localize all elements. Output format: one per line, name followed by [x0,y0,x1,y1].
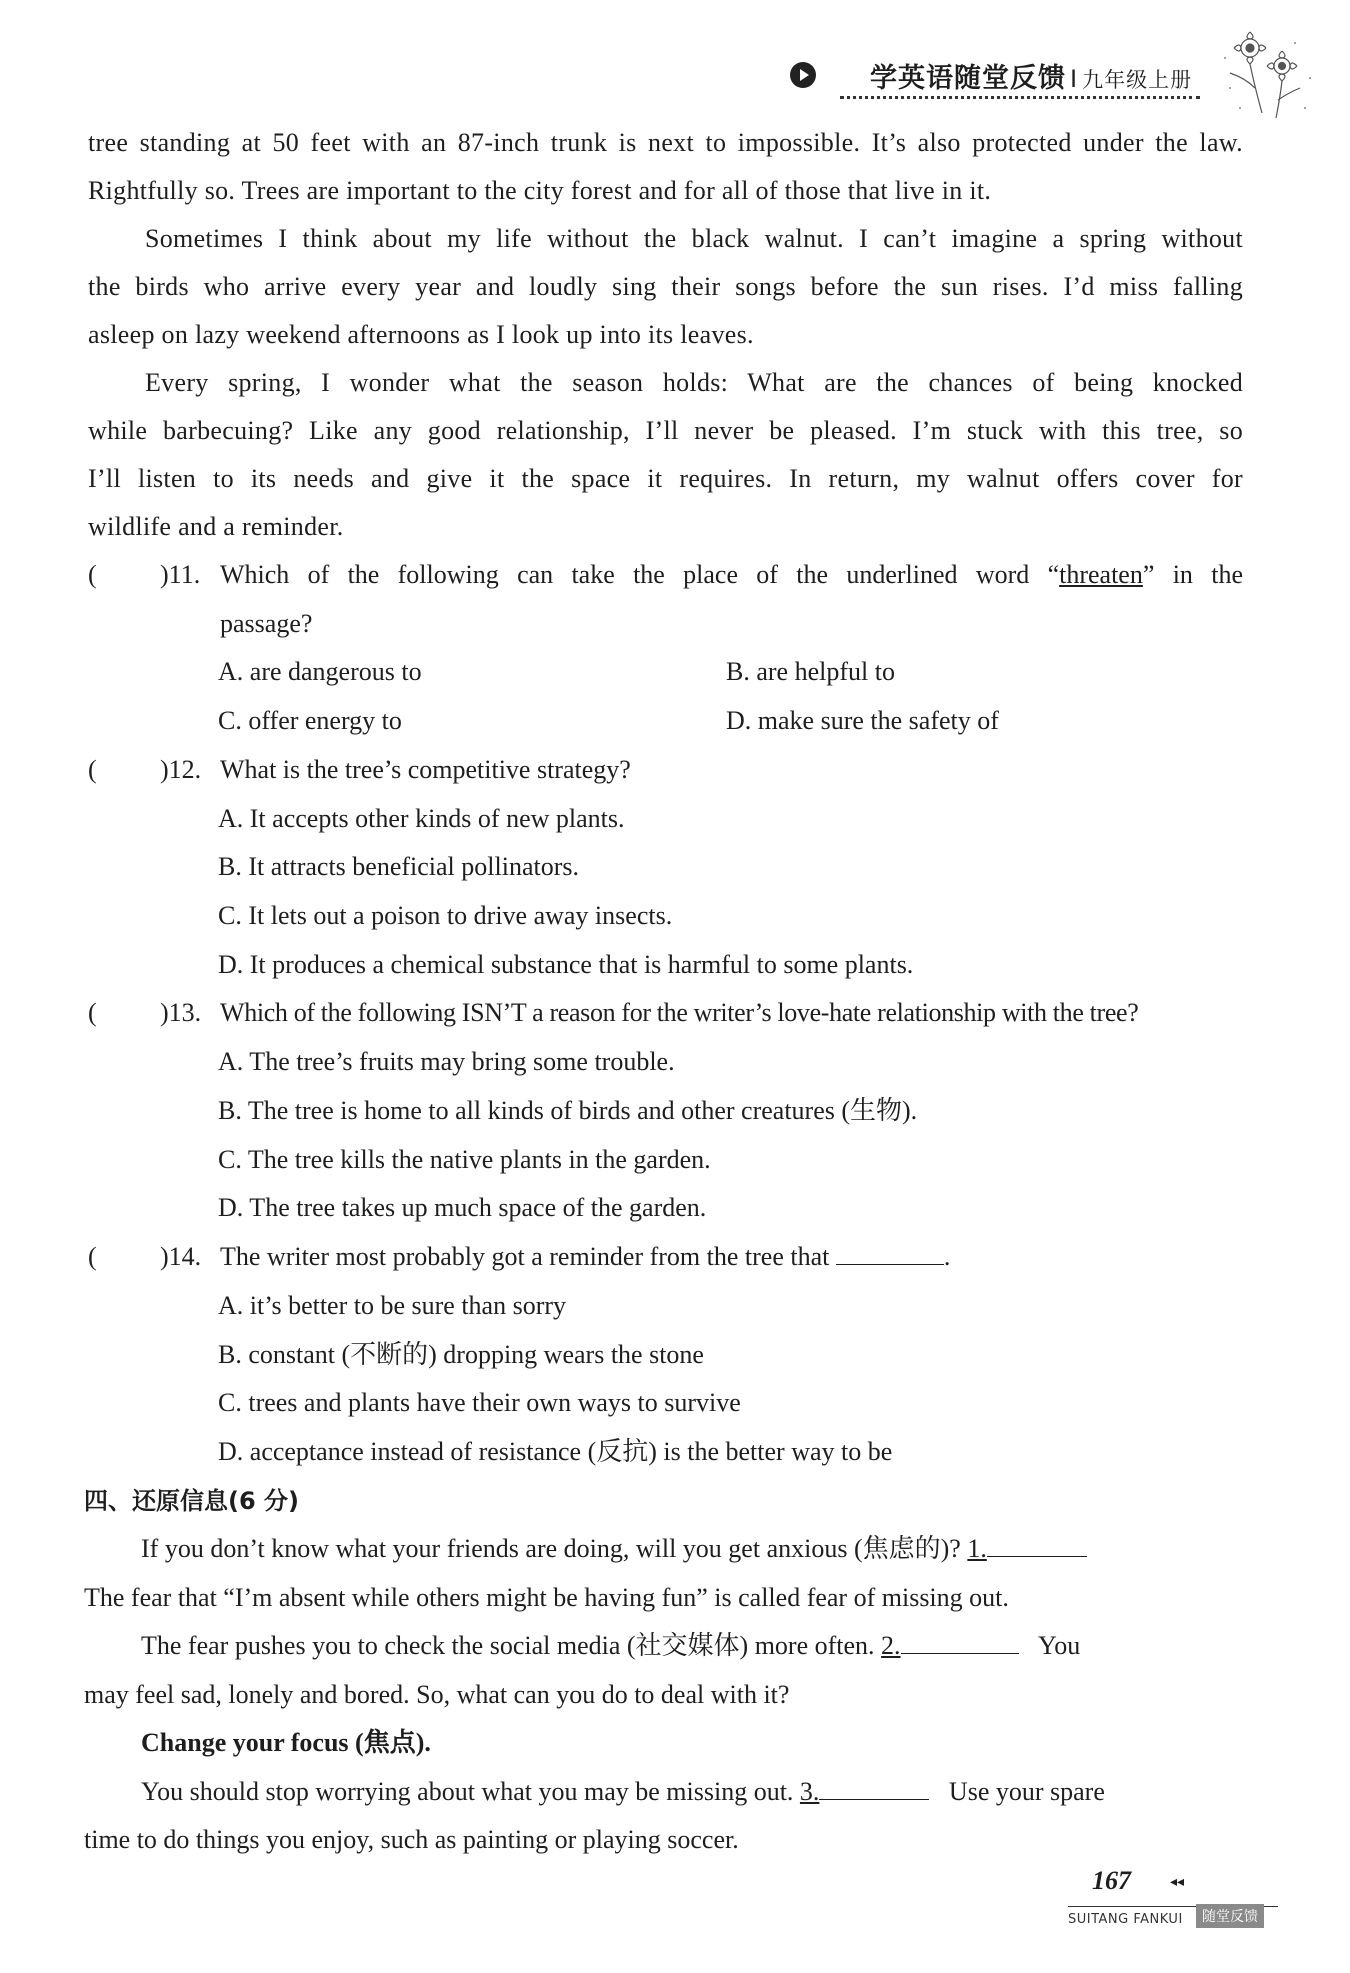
passage-line: the birds who arrive every year and loudly sing their songs before the sun rises. I’d miss falling [88,272,1243,301]
page-header [790,52,1210,112]
option-b[interactable]: B. It attracts beneficial pollinators. [218,852,579,881]
page-number: 167 [1092,1866,1131,1895]
option-d[interactable]: D. make sure the safety of [726,706,999,735]
arrows-icon: ◂◂ [1170,1874,1185,1890]
passage-line: asleep on lazy weekend afternoons as I look up into its leaves. [88,320,754,349]
header-title: 学英语随堂反馈 I 九年级上册 [870,63,1193,94]
option-d[interactable]: D. It produces a chemical substance that is harmful to some plants. [218,950,914,979]
passage-line: Sometimes I think about my life without the black walnut. I can’t imagine a spring without [145,224,1243,253]
option-b[interactable]: B. are helpful to [726,657,895,686]
question-number: )13. [160,998,202,1027]
underlined-word: threaten [1059,560,1143,589]
option-a[interactable]: A. are dangerous to [218,657,422,686]
passage-line: Every spring, I wonder what the season holds: What are the chances of being knocked [145,368,1243,397]
footer-label-cn: 随堂反馈 [1196,1904,1264,1928]
header-dotted-rule [840,96,1200,99]
sunflower-icon [1210,18,1320,128]
section4-line: You should stop worrying about what you may be missing out. 3. Use your spare [141,1777,1105,1806]
answer-blank-2[interactable] [901,1629,1019,1654]
question-number: )14. [160,1242,202,1271]
section4-subheading: Change your focus (焦点). [141,1728,431,1757]
option-c[interactable]: C. The tree kills the native plants in the garden. [218,1145,711,1174]
option-c[interactable]: C. trees and plants have their own ways to survive [218,1388,741,1417]
question-stem: Which of the following ISN’T a reason for the writer’s love-hate relationship with the tree? [220,998,1139,1027]
answer-blank-1[interactable] [987,1532,1087,1557]
question-number: )12. [160,755,202,784]
question-stem: Which of the following can take the place of the underlined word “threaten” in the [220,560,1244,589]
answer-blank-3[interactable] [819,1775,929,1800]
section4-line: may feel sad, lonely and bored. So, what can you do to deal with it? [84,1680,790,1709]
question-stem: The writer most probably got a reminder from the tree that . [220,1242,951,1271]
play-icon [790,62,816,88]
question-stem: What is the tree’s competitive strategy? [220,755,631,784]
section4-line: The fear that “I’m absent while others might be having fun” is called fear of missing out. [84,1583,1009,1612]
option-d[interactable]: D. The tree takes up much space of the garden. [218,1193,707,1222]
passage-line: while barbecuing? Like any good relationship, I’ll never be pleased. I’m stuck with this tree, so [88,416,1243,445]
option-d[interactable]: D. acceptance instead of resistance (反抗) is the better way to be [218,1437,893,1466]
question-number: )11. [160,560,201,589]
option-a[interactable]: A. It accepts other kinds of new plants. [218,804,625,833]
answer-paren[interactable]: ( [88,560,97,589]
option-b[interactable]: B. The tree is home to all kinds of birds and other creatures (生物). [218,1096,918,1125]
answer-paren[interactable]: ( [88,998,97,1027]
section4-line: The fear pushes you to check the social media (社交媒体) more often. 2. You [141,1631,1081,1660]
passage-line: tree standing at 50 feet with an 87-inch trunk is next to impossible. It’s also protected under the law. [88,128,1243,157]
option-a[interactable]: A. The tree’s fruits may bring some trouble. [218,1047,675,1076]
option-b[interactable]: B. constant (不断的) dropping wears the stone [218,1340,704,1369]
section4-line: If you don’t know what your friends are doing, will you get anxious (焦虑的)? 1. [141,1525,1087,1573]
answer-paren[interactable]: ( [88,755,97,784]
section-heading: 四、还原信息(6 分) [84,1487,299,1515]
option-c[interactable]: C. offer energy to [218,706,402,735]
footer-label-en: SUITANG FANKUI [1068,1912,1183,1927]
passage-line: I’ll listen to its needs and give it the space it requires. In return, my walnut offers cover for [88,464,1243,493]
section4-line: time to do things you enjoy, such as painting or playing soccer. [84,1825,739,1854]
option-a[interactable]: A. it’s better to be sure than sorry [218,1291,567,1320]
option-c[interactable]: C. It lets out a poison to drive away insects. [218,901,673,930]
answer-blank[interactable] [836,1240,944,1265]
passage-line: Rightfully so. Trees are important to the city forest and for all of those that live in it. [88,176,992,205]
passage-line: wildlife and a reminder. [88,512,344,541]
answer-paren[interactable]: ( [88,1242,97,1271]
question-stem-cont: passage? [220,609,313,638]
